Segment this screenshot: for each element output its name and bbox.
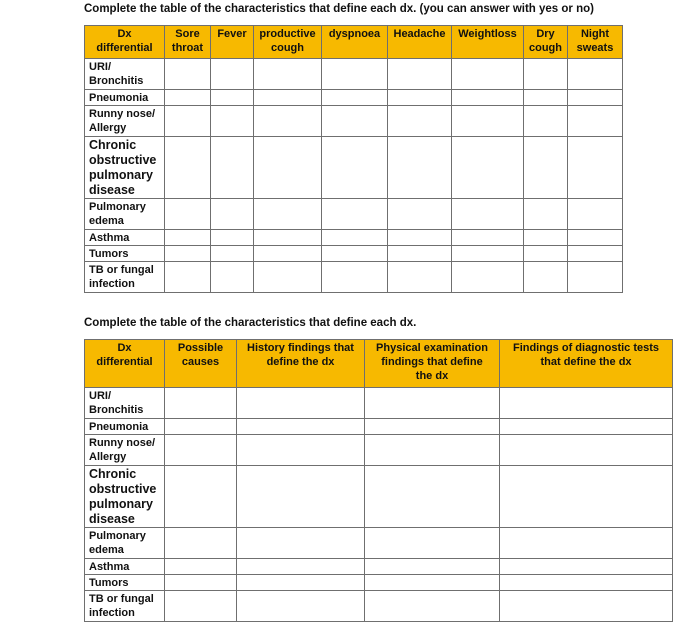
table1-answer-cell[interactable] xyxy=(165,246,211,262)
table2-title: Complete the table of the characteristics that define each dx. xyxy=(84,317,417,329)
table1-answer-cell[interactable] xyxy=(568,137,623,199)
table2-answer-cell[interactable] xyxy=(165,419,237,435)
table1-answer-cell[interactable] xyxy=(322,230,388,246)
table2-answer-cell[interactable] xyxy=(365,419,500,435)
table1-answer-cell[interactable] xyxy=(524,262,568,293)
table1-answer-cell[interactable] xyxy=(254,262,322,293)
table1-row-label: TB or fungal infection xyxy=(85,262,165,293)
table2-answer-cell[interactable] xyxy=(165,559,237,575)
table1-answer-cell[interactable] xyxy=(165,137,211,199)
table1-header-cell: Sore throat xyxy=(165,26,211,59)
table2-answer-cell[interactable] xyxy=(165,575,237,591)
table1-row xyxy=(85,230,623,246)
table1-answer-cell[interactable] xyxy=(165,106,211,137)
table1-answer-cell[interactable] xyxy=(524,199,568,230)
table1-answer-cell[interactable] xyxy=(322,90,388,106)
table1-answer-cell[interactable] xyxy=(165,199,211,230)
table2-answer-cell[interactable] xyxy=(365,591,500,622)
table1-answer-cell[interactable] xyxy=(452,246,524,262)
table2-answer-cell[interactable] xyxy=(237,528,365,559)
table2-row xyxy=(85,388,673,419)
table1-row xyxy=(85,106,623,137)
table2-answer-cell[interactable] xyxy=(365,466,500,528)
table1-answer-cell[interactable] xyxy=(211,106,254,137)
table1-answer-cell[interactable] xyxy=(524,90,568,106)
table1-answer-cell[interactable] xyxy=(322,246,388,262)
table1-row xyxy=(85,137,623,199)
table1-answer-cell[interactable] xyxy=(452,230,524,246)
table1-answer-cell[interactable] xyxy=(568,106,623,137)
table2-row-label: Pulmonary edema xyxy=(85,528,165,559)
table1-answer-cell[interactable] xyxy=(322,262,388,293)
table1-answer-cell[interactable] xyxy=(254,90,322,106)
table1-answer-cell[interactable] xyxy=(254,246,322,262)
diagnostic-findings-table xyxy=(84,339,673,622)
table1-answer-cell[interactable] xyxy=(211,59,254,90)
table1-answer-cell[interactable] xyxy=(211,230,254,246)
table2-row xyxy=(85,419,673,435)
table1-answer-cell[interactable] xyxy=(452,90,524,106)
table2-answer-cell[interactable] xyxy=(500,575,673,591)
table1-answer-cell[interactable] xyxy=(211,199,254,230)
table1-answer-cell[interactable] xyxy=(452,262,524,293)
table1-answer-cell[interactable] xyxy=(165,90,211,106)
table1-answer-cell[interactable] xyxy=(254,199,322,230)
table2-answer-cell[interactable] xyxy=(165,466,237,528)
table1-answer-cell[interactable] xyxy=(524,137,568,199)
table1-answer-cell[interactable] xyxy=(388,199,452,230)
table1-answer-cell[interactable] xyxy=(388,106,452,137)
table2-row-label: Tumors xyxy=(85,575,165,591)
table1-answer-cell[interactable] xyxy=(524,246,568,262)
table1-answer-cell[interactable] xyxy=(388,230,452,246)
table1-title: Complete the table of the characteristics that define each dx. (you can answer with yes or no) xyxy=(84,3,594,15)
table1-answer-cell[interactable] xyxy=(388,137,452,199)
table1-row-label: Tumors xyxy=(85,246,165,262)
table1-answer-cell[interactable] xyxy=(165,262,211,293)
table1-answer-cell[interactable] xyxy=(452,199,524,230)
table1-row-label: Pulmonary edema xyxy=(85,199,165,230)
table1-answer-cell[interactable] xyxy=(452,59,524,90)
table2-row-label: URI/ Bronchitis xyxy=(85,388,165,419)
table2-row xyxy=(85,559,673,575)
table2-answer-cell[interactable] xyxy=(365,559,500,575)
table1-header-cell: Dx differential xyxy=(85,26,165,59)
table2-answer-cell[interactable] xyxy=(365,435,500,466)
table1-answer-cell[interactable] xyxy=(568,230,623,246)
table1-answer-cell[interactable] xyxy=(452,106,524,137)
table2-answer-cell[interactable] xyxy=(500,388,673,419)
table2-answer-cell[interactable] xyxy=(237,591,365,622)
table2-answer-cell[interactable] xyxy=(237,466,365,528)
table2-answer-cell[interactable] xyxy=(237,559,365,575)
table1-answer-cell[interactable] xyxy=(388,262,452,293)
table2-row-label: Pneumonia xyxy=(85,419,165,435)
table2-answer-cell[interactable] xyxy=(237,575,365,591)
table1-answer-cell[interactable] xyxy=(568,246,623,262)
table1-answer-cell[interactable] xyxy=(388,90,452,106)
table1-row-label: Asthma xyxy=(85,230,165,246)
table1-header-cell: Weightloss xyxy=(452,26,524,59)
table1-row-label: URI/ Bronchitis xyxy=(85,59,165,90)
table2-answer-cell[interactable] xyxy=(237,435,365,466)
table2-row-label: Chronic obstructive pulmonary disease xyxy=(85,466,165,528)
table1-answer-cell[interactable] xyxy=(568,59,623,90)
table2-row xyxy=(85,466,673,528)
table1-answer-cell[interactable] xyxy=(322,137,388,199)
table2-answer-cell[interactable] xyxy=(500,435,673,466)
table1-answer-cell[interactable] xyxy=(568,90,623,106)
table1-answer-cell[interactable] xyxy=(524,106,568,137)
table1-answer-cell[interactable] xyxy=(211,246,254,262)
table1-answer-cell[interactable] xyxy=(388,246,452,262)
table1-answer-cell[interactable] xyxy=(165,59,211,90)
table1-header-cell: Night sweats xyxy=(568,26,623,59)
table2-answer-cell[interactable] xyxy=(165,591,237,622)
table2-answer-cell[interactable] xyxy=(165,528,237,559)
table1-answer-cell[interactable] xyxy=(322,59,388,90)
table2-answer-cell[interactable] xyxy=(365,388,500,419)
table1-answer-cell[interactable] xyxy=(568,199,623,230)
table2-header-cell: Physical examination findings that define the dx xyxy=(365,340,500,388)
table1-header-cell: Headache xyxy=(388,26,452,59)
table1-answer-cell[interactable] xyxy=(524,230,568,246)
table1-header-cell: Fever xyxy=(211,26,254,59)
characteristics-table xyxy=(84,25,623,293)
table2-answer-cell[interactable] xyxy=(365,528,500,559)
table2-answer-cell[interactable] xyxy=(500,559,673,575)
table1-row-label: Runny nose/ Allergy xyxy=(85,106,165,137)
table2-header-row xyxy=(85,340,673,388)
table2-row-label: TB or fungal infection xyxy=(85,591,165,622)
table2-header-cell: Possible causes xyxy=(165,340,237,388)
table2-row xyxy=(85,435,673,466)
table1-answer-cell[interactable] xyxy=(322,199,388,230)
table1-answer-cell[interactable] xyxy=(254,230,322,246)
table1-row xyxy=(85,262,623,293)
table1-answer-cell[interactable] xyxy=(165,230,211,246)
table1-header-cell: Dry cough xyxy=(524,26,568,59)
table1-row xyxy=(85,90,623,106)
table1-answer-cell[interactable] xyxy=(254,106,322,137)
table1-answer-cell[interactable] xyxy=(452,137,524,199)
table2-row-label: Runny nose/ Allergy xyxy=(85,435,165,466)
table2-header-cell: Dx differential xyxy=(85,340,165,388)
table1-row xyxy=(85,59,623,90)
table2-answer-cell[interactable] xyxy=(365,575,500,591)
table1-row-label: Chronic obstructive pulmonary disease xyxy=(85,137,165,199)
table2-answer-cell[interactable] xyxy=(500,419,673,435)
table1-row-label: Pneumonia xyxy=(85,90,165,106)
table1-row xyxy=(85,199,623,230)
table2-header-cell: History findings that define the dx xyxy=(237,340,365,388)
table1-answer-cell[interactable] xyxy=(211,137,254,199)
table1-answer-cell[interactable] xyxy=(388,59,452,90)
table1-header-cell: productive cough xyxy=(254,26,322,59)
table2-answer-cell[interactable] xyxy=(500,591,673,622)
table2-answer-cell[interactable] xyxy=(237,419,365,435)
table1-answer-cell[interactable] xyxy=(211,262,254,293)
table1-header-cell: dyspnoea xyxy=(322,26,388,59)
table2-answer-cell[interactable] xyxy=(500,466,673,528)
table1-answer-cell[interactable] xyxy=(322,106,388,137)
table2-answer-cell[interactable] xyxy=(165,435,237,466)
table2-header-cell: Findings of diagnostic tests that define the dx xyxy=(500,340,673,388)
table2-answer-cell[interactable] xyxy=(500,528,673,559)
table2-row xyxy=(85,528,673,559)
table2-answer-cell[interactable] xyxy=(165,388,237,419)
table2-row xyxy=(85,575,673,591)
table1-answer-cell[interactable] xyxy=(211,90,254,106)
table2-row-label: Asthma xyxy=(85,559,165,575)
table1-answer-cell[interactable] xyxy=(254,59,322,90)
table2-answer-cell[interactable] xyxy=(237,388,365,419)
table2-row xyxy=(85,591,673,622)
table1-header-row xyxy=(85,26,623,59)
table1-answer-cell[interactable] xyxy=(568,262,623,293)
table1-row xyxy=(85,246,623,262)
table1-answer-cell[interactable] xyxy=(254,137,322,199)
table1-answer-cell[interactable] xyxy=(524,59,568,90)
